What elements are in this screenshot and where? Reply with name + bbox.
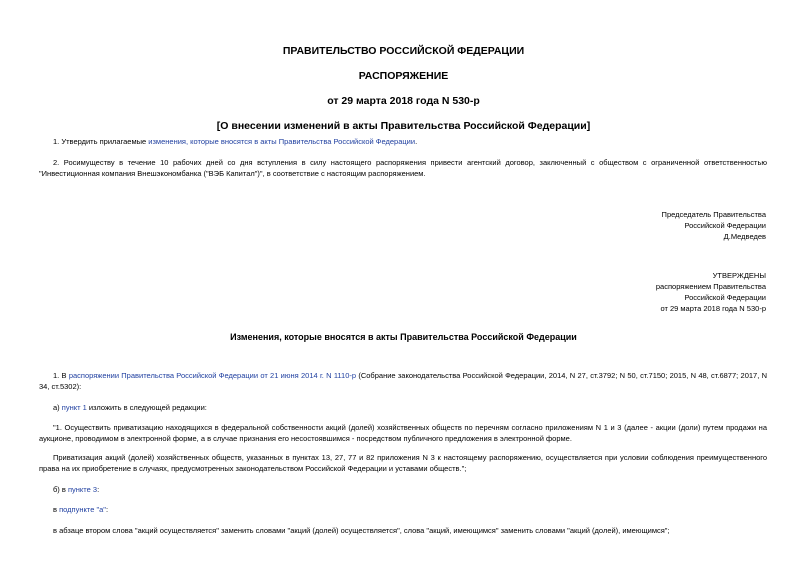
signature-block (662, 209, 766, 242)
change-1-suffix: (Собрание законодательства Российской Федерации, 2014, N 27, ст.3792; N 50, ст.7150; 2015, N 48, ст.6877; 2017, N 34, ст.5302): (39, 371, 767, 391)
changes-link[interactable]: изменения, которые вносятся в акты Правительства Российской Федерации (148, 137, 416, 146)
subpoint-a-suffix: : (105, 505, 109, 514)
point-3-link[interactable]: пункте 3 (67, 485, 98, 494)
government-title: ПРАВИТЕЛЬСТВО РОССИЙСКОЙ ФЕДЕРАЦИИ (282, 45, 525, 57)
quote-paragraph-2: Приватизация акций (долей) хозяйственных обществ, указанных в пунктах 13, 27, 77 и 82 приложения N 3 к настоящему распоряжению, осуществляется при условии соблюдения преимущественного права на их приобретение в случаях, предусмотренных законодательством Российской Федерации и уставами обществ."; (39, 453, 767, 473)
change-a-prefix: а) (53, 403, 62, 412)
signature-position: Председатель Правительства (661, 210, 766, 219)
document-date-number: от 29 марта 2018 года N 530-р (327, 95, 480, 107)
change-a-suffix: изложить в следующей редакции: (86, 403, 207, 412)
item-2: 2. Росимуществу в течение 10 рабочих дней со дня вступления в силу настоящего распоряжения привести агентский договор, заключенный с обществом с ограниченной ответственностью "Инвестиционная компания Внешэкономбанка ("ВЭБ Капитал")", в соответствие с настоящим распоряжением. (39, 158, 767, 178)
change-a (53, 402, 767, 413)
approved-title: УТВЕРЖДЕНЫ (712, 271, 766, 280)
change-1 (39, 370, 767, 392)
approved-block (656, 270, 766, 314)
document-type: РАСПОРЯЖЕНИЕ (358, 70, 449, 82)
change-b-prefix: б) в (53, 485, 68, 494)
approved-by: распоряжением Правительства (655, 282, 766, 291)
point-1-link[interactable]: пункт 1 (61, 403, 87, 412)
change-b (53, 484, 767, 495)
change-b-suffix: : (97, 485, 100, 494)
item-1-prefix: 1. Утвердить прилагаемые (53, 137, 149, 146)
item-1 (53, 136, 767, 147)
subpoint-a-link[interactable]: подпункте "а" (59, 505, 106, 514)
document-subject: [О внесении изменений в акты Правительства Российской Федерации] (216, 120, 591, 132)
changes-title: Изменения, которые вносятся в акты Правительства Российской Федерации (230, 332, 577, 342)
subpoint-a (53, 504, 767, 515)
change-1-prefix: 1. В (53, 371, 69, 380)
order-1110-link[interactable]: распоряжении Правительства Российской Федерации от 21 июня 2014 г. N 1110-р (68, 371, 357, 380)
approved-date: от 29 марта 2018 года N 530-р (660, 304, 766, 313)
signature-name: Д.Медведев (723, 232, 766, 241)
subpoint-a-prefix: в (53, 505, 60, 514)
quote-paragraph-1: "1. Осуществить приватизацию находящихся в федеральной собственности акций (долей) хозяйственных обществ по перечням согласно приложениям N 1 и 3 (далее - акции (доли) путем продажи на аукционе, проводимом в электронной форме, а в случае признания его несостоявшимся - посредством публичного предложения в электронной форме. (39, 423, 767, 443)
item-1-suffix: . (415, 137, 418, 146)
change-text-last: в абзаце втором слова "акций осуществляется" заменить словами "акций (долей) осуществляется", слова "акций, имеющимся" заменить словами "акций (долей), имеющимся"; (53, 526, 670, 535)
approved-country: Российской Федерации (684, 293, 766, 302)
signature-country: Российской Федерации (684, 221, 766, 230)
